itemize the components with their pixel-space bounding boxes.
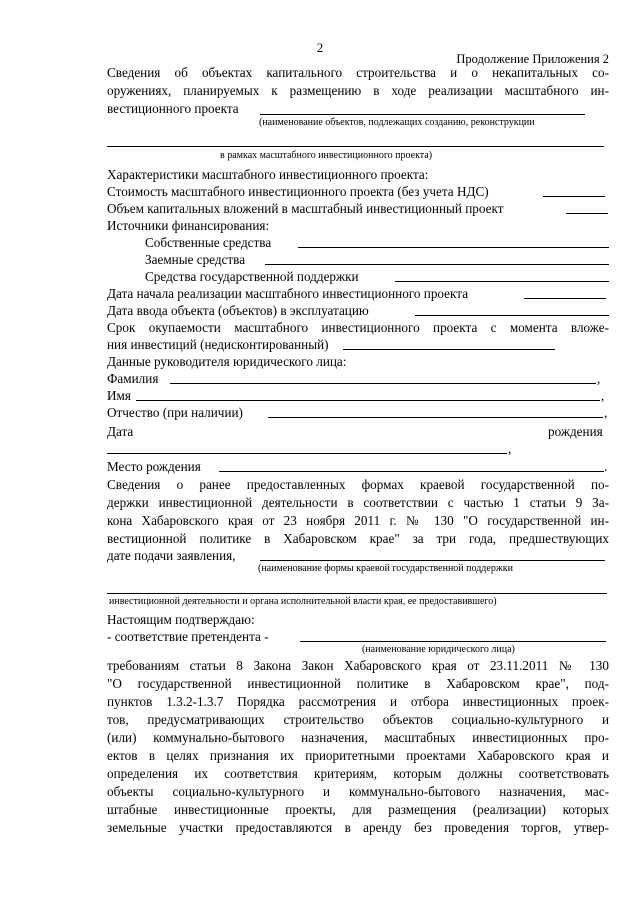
surname-label: Фамилия — [107, 371, 159, 386]
confirm-body-line: штабные инвестиционные проекты, для размещения (реализации) которых — [107, 802, 609, 817]
patronymic-field[interactable] — [268, 417, 603, 418]
support-caption-1: (наименование формы краевой государственной поддержки — [258, 563, 513, 574]
investments-label: Объем капитальных вложений в масштабный инвестиционный проект — [107, 201, 504, 216]
birth-date-comma: , — [508, 441, 512, 456]
surname-field[interactable] — [170, 383, 596, 384]
patronymic-comma: , — [604, 405, 608, 420]
entity-name-field[interactable] — [300, 641, 606, 642]
birth-label: рождения — [548, 424, 603, 439]
objects-name-field-2[interactable] — [107, 146, 604, 147]
commissioning-date-label: Дата ввода объекта (объектов) в эксплуатацию — [107, 303, 369, 318]
page-number: 2 — [316, 40, 324, 55]
support-line-5: дате подачи заявления, — [107, 548, 236, 563]
place-of-birth-label: Место рождения — [107, 459, 201, 474]
objects-text-line-3: вестиционного проекта — [107, 101, 239, 116]
support-form-field[interactable] — [260, 560, 605, 561]
confirm-body-line: земельные участки предоставляются в аренду без проведения торгов, утвер- — [107, 820, 609, 835]
place-of-birth-dot: . — [604, 459, 608, 474]
borrowed-funds-label: Заемные средства — [145, 252, 246, 267]
borrowed-funds-field[interactable] — [265, 264, 609, 265]
payback-line-2: ния инвестиций (недисконтированный) — [107, 337, 329, 352]
sources-label: Источники финансирования: — [107, 218, 270, 233]
commissioning-date-field[interactable] — [415, 315, 609, 316]
start-date-field[interactable] — [524, 298, 606, 299]
support-form-field-2[interactable] — [107, 593, 607, 594]
investments-field[interactable] — [566, 213, 608, 214]
appendix-continuation: Продолжение Приложения 2 — [456, 52, 609, 66]
own-funds-field[interactable] — [298, 247, 609, 248]
objects-text-line-1: Сведения об объектах капитального строительства и о некапитальных со- — [107, 65, 609, 80]
objects-name-field[interactable] — [260, 114, 585, 115]
objects-caption-1: (наименование объектов, подлежащих созданию, реконструкции — [259, 117, 535, 128]
confirm-body-line: ектов в целях признания их приоритетными проектами Хабаровского края и — [107, 748, 609, 763]
confirm-title: Настоящим подтверждаю: — [107, 612, 255, 627]
support-line-4: вестиционной политике в Хабаровском крае" за три года, предшествующих — [107, 531, 609, 546]
confirm-body-line: требованиям статьи 8 Закона Закон Хабаровского края от 23.11.2011 № 130 — [107, 658, 609, 673]
head-title: Данные руководителя юридического лица: — [107, 354, 347, 369]
support-line-3: кона Хабаровского края от 23 ноября 2011 г. № 130 "О государственной ин- — [107, 513, 609, 528]
start-date-label: Дата начала реализации масштабного инвестиционного проекта — [107, 286, 469, 301]
confirm-item: - соответствие претендента - — [107, 629, 269, 644]
cost-field[interactable] — [543, 196, 605, 197]
confirm-body-line: пунктов 1.3.2-1.3.7 Порядка рассмотрения и отбора инвестиционных проек- — [107, 694, 609, 709]
state-support-field[interactable] — [395, 281, 609, 282]
support-line-1: Сведения о ранее предоставленных формах краевой государственной по- — [107, 477, 609, 492]
support-caption-2: инвестиционной деятельности и органа исполнительной власти края, ее предоставившего) — [109, 596, 497, 607]
confirm-body-line: (или) коммунально-бытового назначения, масштабных инвестиционных про- — [107, 730, 609, 745]
objects-text-line-2: оружениях, планируемых к размещению в ходе реализации масштабного ин- — [107, 83, 609, 98]
birth-date-field[interactable] — [107, 453, 507, 454]
place-of-birth-field[interactable] — [219, 471, 604, 472]
support-line-2: держки инвестиционной деятельности в соответствии с частью 1 статьи 9 За- — [107, 495, 609, 510]
own-funds-label: Собственные средства — [145, 235, 272, 250]
confirm-body-line: "О государственной инвестиционной политике в Хабаровском крае", под- — [107, 676, 609, 691]
state-support-label: Средства государственной поддержки — [145, 269, 359, 284]
patronymic-label: Отчество (при наличии) — [107, 405, 243, 420]
name-field[interactable] — [136, 400, 600, 401]
name-comma: , — [601, 388, 605, 403]
cost-label: Стоимость масштабного инвестиционного проекта (без учета НДС) — [107, 184, 489, 199]
name-label: Имя — [107, 388, 131, 403]
confirm-body-line: объекты социально-культурного и коммунально-бытового назначения, мас- — [107, 784, 609, 799]
entity-name-caption: (наименование юридического лица) — [362, 644, 515, 655]
payback-line-1: Срок окупаемости масштабного инвестиционного проекта с момента вложе- — [107, 320, 609, 335]
confirm-body-line: определения их соответствия критериям, которым должны соответствовать — [107, 766, 609, 781]
payback-field[interactable] — [343, 349, 555, 350]
surname-comma: , — [597, 371, 601, 386]
objects-caption-2: в рамках масштабного инвестиционного проекта) — [220, 150, 433, 161]
confirm-body-line: тов, предусматривающих строительство объектов социально-культурного и — [107, 712, 609, 727]
characteristics-title: Характеристики масштабного инвестиционного проекта: — [107, 167, 429, 182]
date-label: Дата — [107, 424, 134, 439]
